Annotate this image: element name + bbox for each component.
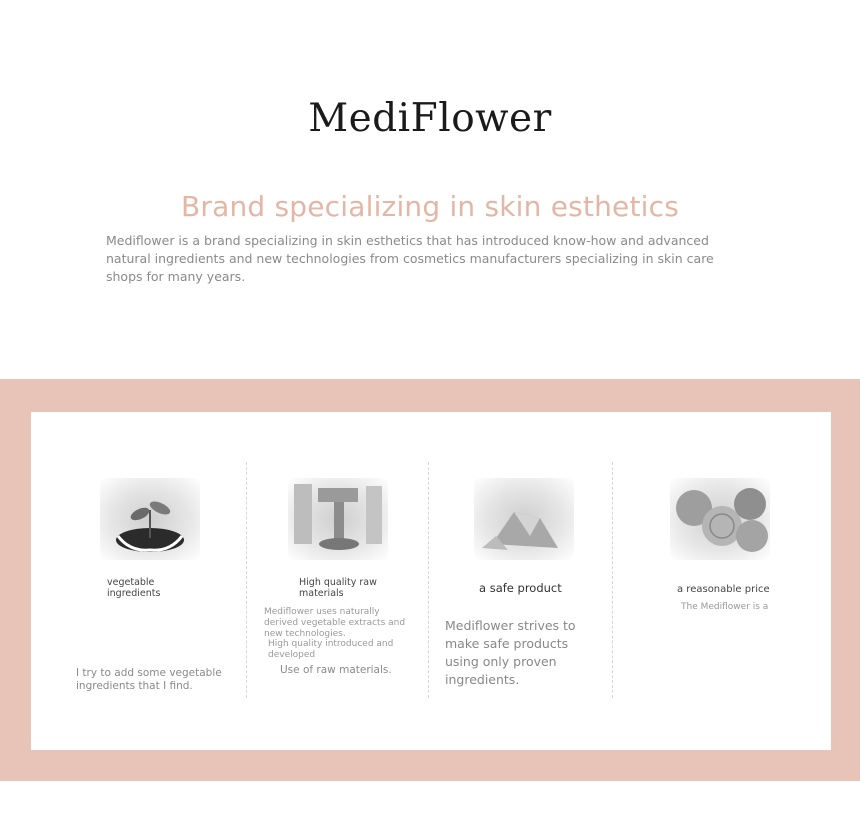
plant-in-hands-icon (100, 478, 200, 560)
feature-title: a safe product (479, 581, 562, 595)
feature-text: The Mediflower is a (681, 602, 769, 612)
salt-crystal-icon (474, 478, 574, 560)
feature-text: Mediflower strives to make safe products using only proven ingredients. (445, 618, 576, 687)
lab-equipment-icon (288, 478, 388, 560)
feature-divider (246, 462, 247, 698)
coins-icon (670, 478, 770, 560)
feature-text: I try to add some vegetable ingredients that I find. (76, 667, 222, 692)
feature-divider (428, 462, 429, 698)
feature-text: Mediflower uses naturally derived vegetable extracts and new technologies. (264, 607, 406, 639)
feature-text-2: High quality introduced and developed (268, 639, 394, 660)
intro-description: Mediflower is a brand specializing in skin esthetics that has introduced know-how and advanced natural ingredients and new technologies from cosmetics manufacturers specializing in skin care shops for many years. (106, 233, 714, 284)
intro-headline: Brand specializing in skin esthetics (180, 190, 680, 223)
feature-title: a reasonable price (677, 584, 770, 595)
feature-divider (612, 462, 613, 698)
brand-logo[interactable]: MediFlower (308, 96, 552, 141)
feature-text-3: Use of raw materials. (280, 664, 392, 676)
feature-title: High quality raw materials (299, 577, 377, 599)
feature-title: vegetable ingredients (107, 577, 161, 599)
